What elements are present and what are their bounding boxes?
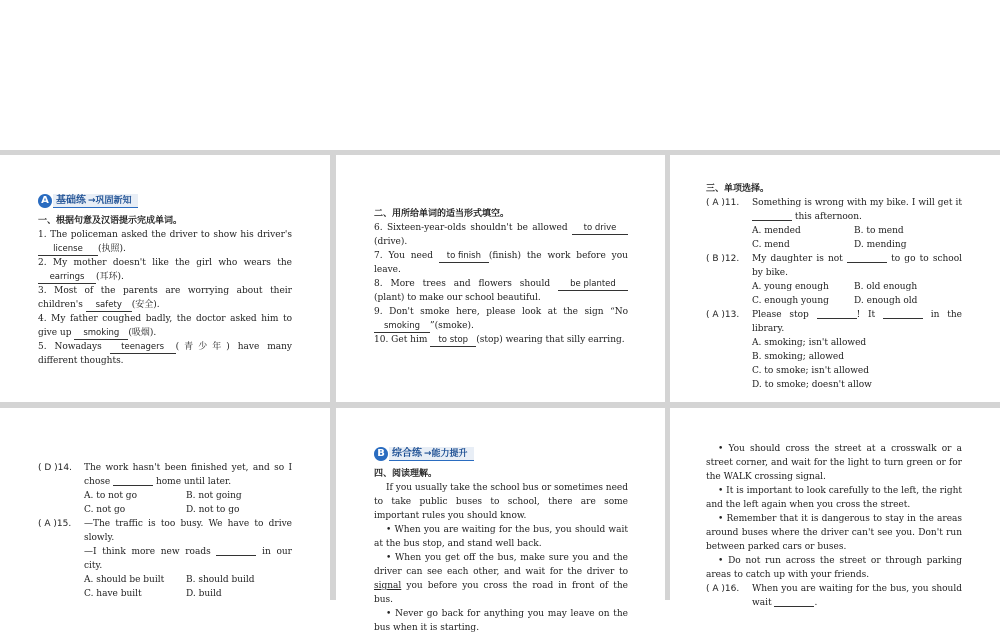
panel-part-3 [670,155,1000,402]
answer-1: license [38,244,98,256]
question-8: 8. More trees and flowers should be planted(plant) to make our school beautiful. [374,277,628,305]
blank-16 [774,596,814,607]
question-2: 2. My mother doesn't like the girl who wears the earrings (耳环). [38,258,292,282]
section-4-title: 四、阅读理解。 [374,469,438,479]
question-16: ( A )16. When you are waiting for the bus, you should wait . [706,584,962,608]
options-12: A. young enough B. old enough C. enough young D. enough old [752,282,918,306]
reading-paragraph-6: • It is important to look carefully to the left, the right and the left again when you cross the street. [706,486,962,510]
question-12: ( B )12. My daughter is not to go to school by bike. [706,254,962,278]
reading-paragraph-3: • When you get off the bus, make sure you and the driver can see each other, and wait for the driver to signal you before you cross the road in front of the bus. [374,553,628,605]
section-3-title: 三、单项选择。 [706,184,770,194]
panel-part-2 [336,155,665,402]
reading-paragraph-4: • Never go back for anything you may leave on the bus when it is starting. [374,609,628,633]
question-4: 4. My father coughed badly, the doctor asked him to give up smoking (吸烟). [38,314,292,338]
answer-2: earrings [38,272,96,284]
question-10: 10. Get him to stop (stop) wearing that silly earring. [374,335,625,345]
part-a-header [38,193,292,209]
part-b-title: 综合练 [392,447,422,459]
answer-5: teenagers [110,342,176,354]
question-7: 7. You need to finish (finish) the work before you leave. [374,251,628,275]
question-15: ( A )15. —The traffic is too busy. We have to drive slowly. —I think more new roads in our city. [38,519,292,571]
answer-10: to stop [430,335,476,347]
panel-part-3-continued [0,408,330,600]
question-9: 9. Don't smoke here, please look at the sign “No smoking ”(smoke). [374,307,628,331]
part-b-badge: B [374,447,388,461]
part-b-header [374,446,628,462]
part-a-subtitle: →巩固新知 [88,195,132,206]
panel-reading-continued [670,408,1000,608]
blank-12 [847,252,887,263]
options-11: A. mended B. to mend C. mend D. mending [752,226,907,250]
question-6: 6. Sixteen-year-olds shouldn't be allowed to drive(drive). [374,221,628,249]
question-5: 5. Nowadays teenagers (青少年) have many different thoughts. [38,342,292,366]
blank-13a [817,308,857,319]
reading-paragraph-5: • You should cross the street at a crosswalk or a street corner, and wait for the light to turn green or for the WALK crossing signal. [706,444,962,482]
blank-14 [113,475,153,486]
reading-paragraph-8: • Do not run across the street or through parking areas to catch up with your friends. [706,556,962,580]
signal-word: signal [374,581,402,591]
reading-paragraph-2: • When you are waiting for the bus, you should wait at the bus stop, and stand well back. [374,525,628,549]
answer-6: to drive [572,223,628,235]
blank-11 [752,210,792,221]
reading-paragraph-7: • Remember that it is dangerous to stay in the areas around buses where the driver can't see you. Don't run between parked cars or buses. [706,514,962,552]
panel-part-a [0,155,330,402]
blank-13b [883,308,923,319]
options-14: A. to not go B. not going C. not go D. not to go [84,491,242,515]
options-13: A. smoking; isn't allowed B. smoking; allowed C. to smoke; isn't allowed D. to smoke; doesn't allow [752,338,872,390]
panel-part-b [336,408,665,633]
answer-7: to finish [439,251,489,263]
answer-9: smoking [374,321,430,333]
part-b-subtitle: →能力提升 [424,448,468,459]
part-a-badge: A [38,194,52,208]
options-15: A. should be built B. should build C. have built D. build [84,575,255,599]
section-2-title: 二、用所给单词的适当形式填空。 [374,209,510,219]
reading-paragraph-1: If you usually take the school bus or sometimes need to take public buses to school, there are some important rules you should know. [374,483,629,521]
question-14: ( D )14. The work hasn't been finished yet, and so I chose home until later. [38,463,292,487]
answer-8: be planted [558,279,628,291]
question-3: 3. Most of the parents are worrying about their children's safety (安全). [38,286,292,310]
answer-4: smoking [74,328,128,340]
question-13: ( A )13. Please stop ! It in the library. [706,310,962,334]
question-11: ( A )11. Something is wrong with my bike. I will get it this afternoon. [706,198,962,222]
section-1-title: 一、根据句意及汉语提示完成单词。 [38,216,183,226]
part-a-title: 基础练 [56,194,86,206]
answer-3: safety [86,300,132,312]
blank-15 [216,545,256,556]
question-1: 1. The policeman asked the driver to show his driver's license (执照). [38,230,292,254]
